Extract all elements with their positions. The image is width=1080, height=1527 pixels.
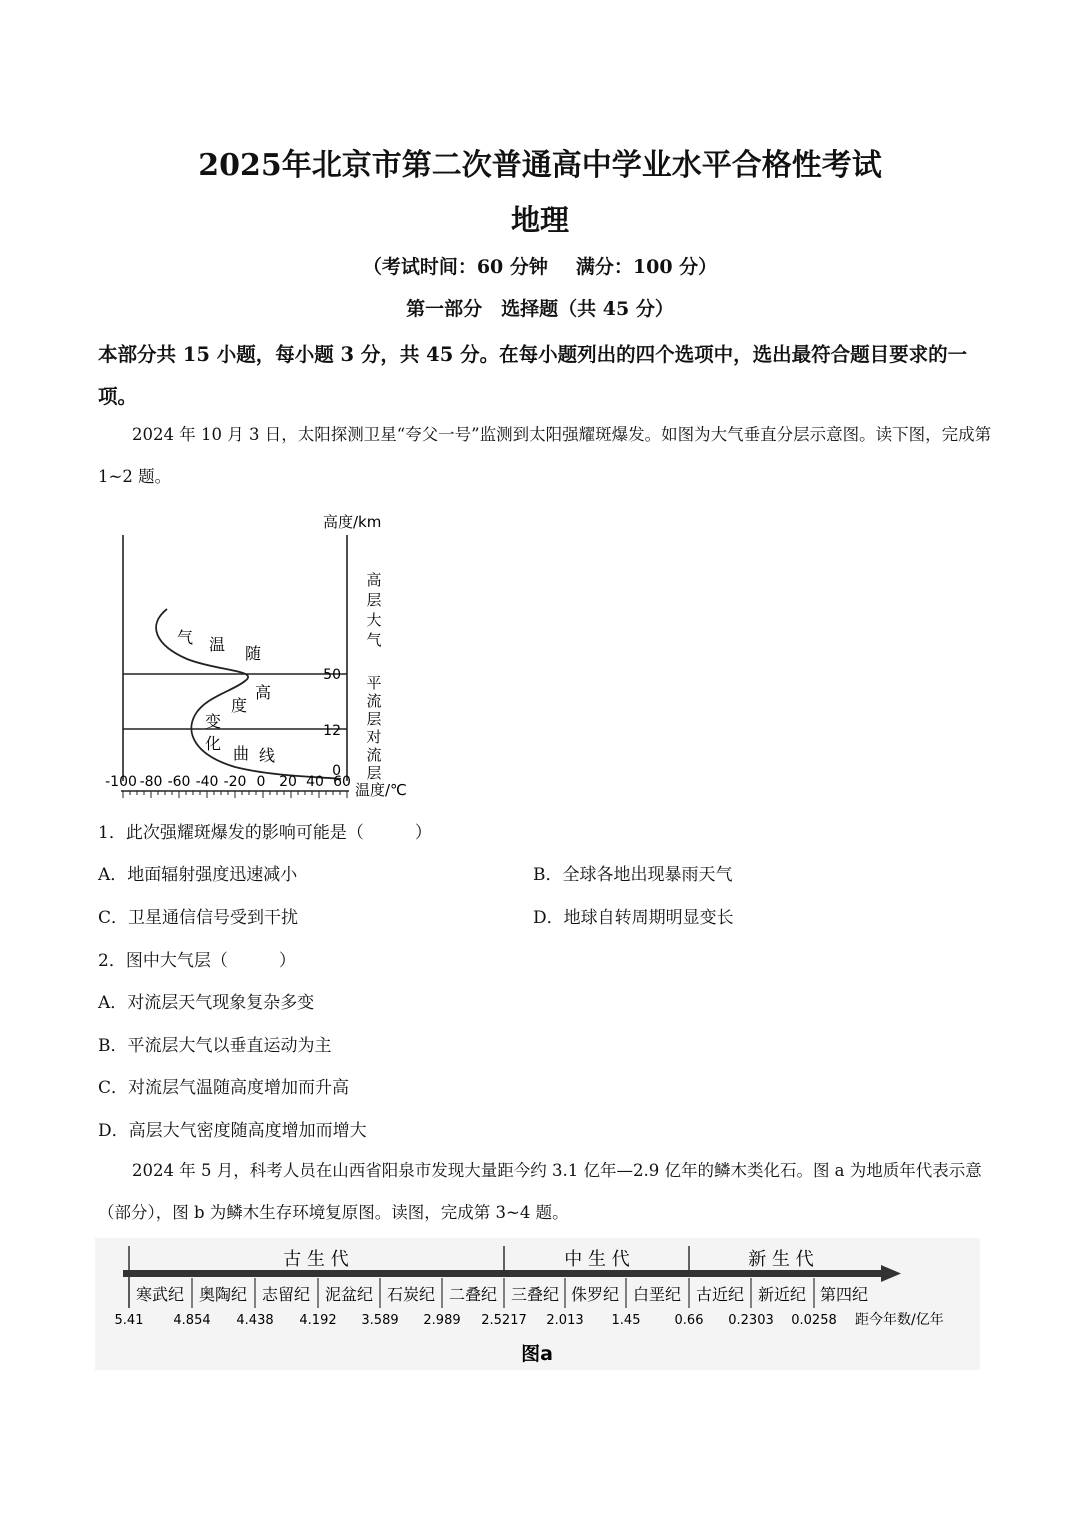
age-label: 4.854 [173, 1313, 211, 1328]
x-tick-label: -100 [105, 774, 137, 790]
q2-option-a[interactable]: A．对流层天气现象复杂多变 [98, 993, 315, 1013]
curve-label-char: 温 [209, 635, 226, 654]
layer-upper-char: 高 [366, 571, 382, 589]
exam-title: 2025年北京市第二次普通高中学业水平合格性考试 [198, 148, 882, 183]
time-arrow-shaft [123, 1270, 883, 1277]
age-label: 4.438 [236, 1313, 274, 1328]
layer-upper-char: 大 [366, 611, 382, 629]
q2-option-b[interactable]: B．平流层大气以垂直运动为主 [98, 1036, 332, 1056]
era-paleozoic: 古 生 代 [283, 1249, 349, 1270]
age-label: 2.5217 [481, 1313, 527, 1328]
curve-label-char: 化 [205, 734, 222, 753]
q1-option-a[interactable]: A．地面辐射强度迅速减小 [98, 865, 298, 885]
period-label: 古近纪 [695, 1285, 745, 1304]
age-label: 0.2303 [728, 1313, 774, 1328]
layer-tropo-char: 层 [366, 764, 382, 782]
curve-label-char: 随 [245, 644, 262, 663]
period-label: 侏罗纪 [570, 1285, 620, 1304]
question-2-stem: 2．图中大气层（ ） [98, 951, 296, 971]
y-axis-label: 高度/km [323, 513, 382, 531]
period-label: 白垩纪 [632, 1285, 682, 1304]
geologic-time-table [95, 1238, 980, 1370]
period-label: 奥陶纪 [198, 1285, 248, 1304]
layer-tropo-char: 对 [366, 728, 382, 746]
height-mark-0: 0 [332, 763, 341, 779]
instructions: 本部分共 15 小题，每小题 3 分，共 45 分。在每小题列出的四个选项中，选出最符合题目要求的一项。 [98, 343, 968, 408]
figure-a-caption: 图a [521, 1343, 553, 1365]
x-tick-label: 60 [333, 774, 351, 790]
x-tick-label: -20 [223, 774, 247, 790]
height-mark-50: 50 [323, 667, 341, 683]
layer-upper-char: 气 [366, 631, 382, 649]
age-label: 0.0258 [791, 1313, 837, 1328]
atmosphere-layers-diagram [95, 505, 425, 805]
full-score: 满分：100 分） [575, 256, 718, 278]
x-tick-label: -40 [195, 774, 219, 790]
x-tick-label: 0 [256, 774, 266, 790]
intro-paragraph-2: 2024 年 5 月，科考人员在山西省阳泉市发现大量距今约 3.1 亿年—2.9 亿年的鳞木类化石。图 a 为地质年代表示意（部分），图 b 为鳞木生存环境复原图。读图，完成第 3~4 题。 [98, 1161, 982, 1222]
intro-paragraph-1: 2024 年 10 月 3 日，太阳探测卫星“夸父一号”监测到太阳强耀斑爆发。如图为大气垂直分层示意图。读下图，完成第 1~2 题。 [98, 425, 992, 486]
layer-strat-char: 平 [366, 674, 382, 692]
curve-label-char: 变 [205, 712, 222, 731]
age-label: 0.66 [674, 1313, 704, 1328]
exam-info [0, 252, 1080, 279]
q1-option-d[interactable]: D．地球自转周期明显变长 [533, 908, 734, 928]
layer-upper-char: 层 [366, 591, 382, 609]
layer-tropo-char: 流 [366, 746, 382, 764]
curve-label-char: 高 [255, 683, 272, 702]
x-tick-label: -80 [139, 774, 163, 790]
era-mesozoic: 中 生 代 [564, 1249, 630, 1270]
curve-label-char: 曲 [233, 744, 250, 763]
period-label: 石炭纪 [386, 1285, 436, 1304]
question-1-stem: 1．此次强耀斑爆发的影响可能是（ ） [98, 823, 432, 843]
curve-label-char: 线 [259, 746, 276, 765]
age-label: 1.45 [611, 1313, 641, 1328]
age-label: 3.589 [361, 1313, 399, 1328]
q1-option-c[interactable]: C．卫星通信信号受到干扰 [98, 908, 299, 928]
period-label: 泥盆纪 [324, 1285, 374, 1304]
age-axis-label: 距今年数/亿年 [855, 1312, 944, 1328]
period-label: 二叠纪 [448, 1285, 498, 1304]
curve-label-char: 度 [231, 696, 248, 715]
x-axis-label: 温度/℃ [355, 781, 407, 799]
q1-option-b[interactable]: B．全球各地出现暴雨天气 [533, 865, 733, 885]
x-tick-labels [105, 774, 351, 790]
layer-strat-char: 流 [366, 692, 382, 710]
scale-ticks [123, 791, 347, 798]
layer-strat-char: 层 [366, 710, 382, 728]
age-label: 5.41 [114, 1313, 144, 1328]
x-tick-label: -60 [167, 774, 191, 790]
age-label: 2.013 [546, 1313, 584, 1328]
part-title: 第一部分 选择题（共 45 分） [406, 298, 674, 320]
age-label: 2.989 [423, 1313, 461, 1328]
q2-option-d[interactable]: D．高层大气密度随高度增加而增大 [98, 1121, 367, 1141]
q2-option-c[interactable]: C．对流层气温随高度增加而升高 [98, 1078, 350, 1098]
era-cenozoic: 新 生 代 [748, 1249, 814, 1270]
x-tick-label: 40 [306, 774, 324, 790]
curve-label-char: 气 [177, 628, 194, 647]
period-label: 志留纪 [261, 1285, 311, 1304]
exam-time: （考试时间：60 分钟 [362, 256, 548, 278]
subject-title: 地理 [510, 203, 569, 237]
x-tick-label: 20 [279, 774, 297, 790]
period-label: 第四纪 [819, 1285, 869, 1304]
age-label: 4.192 [299, 1313, 337, 1328]
period-label: 三叠纪 [510, 1285, 560, 1304]
period-label: 寒武纪 [135, 1285, 185, 1304]
height-mark-12: 12 [323, 723, 341, 739]
period-label: 新近纪 [757, 1285, 807, 1304]
